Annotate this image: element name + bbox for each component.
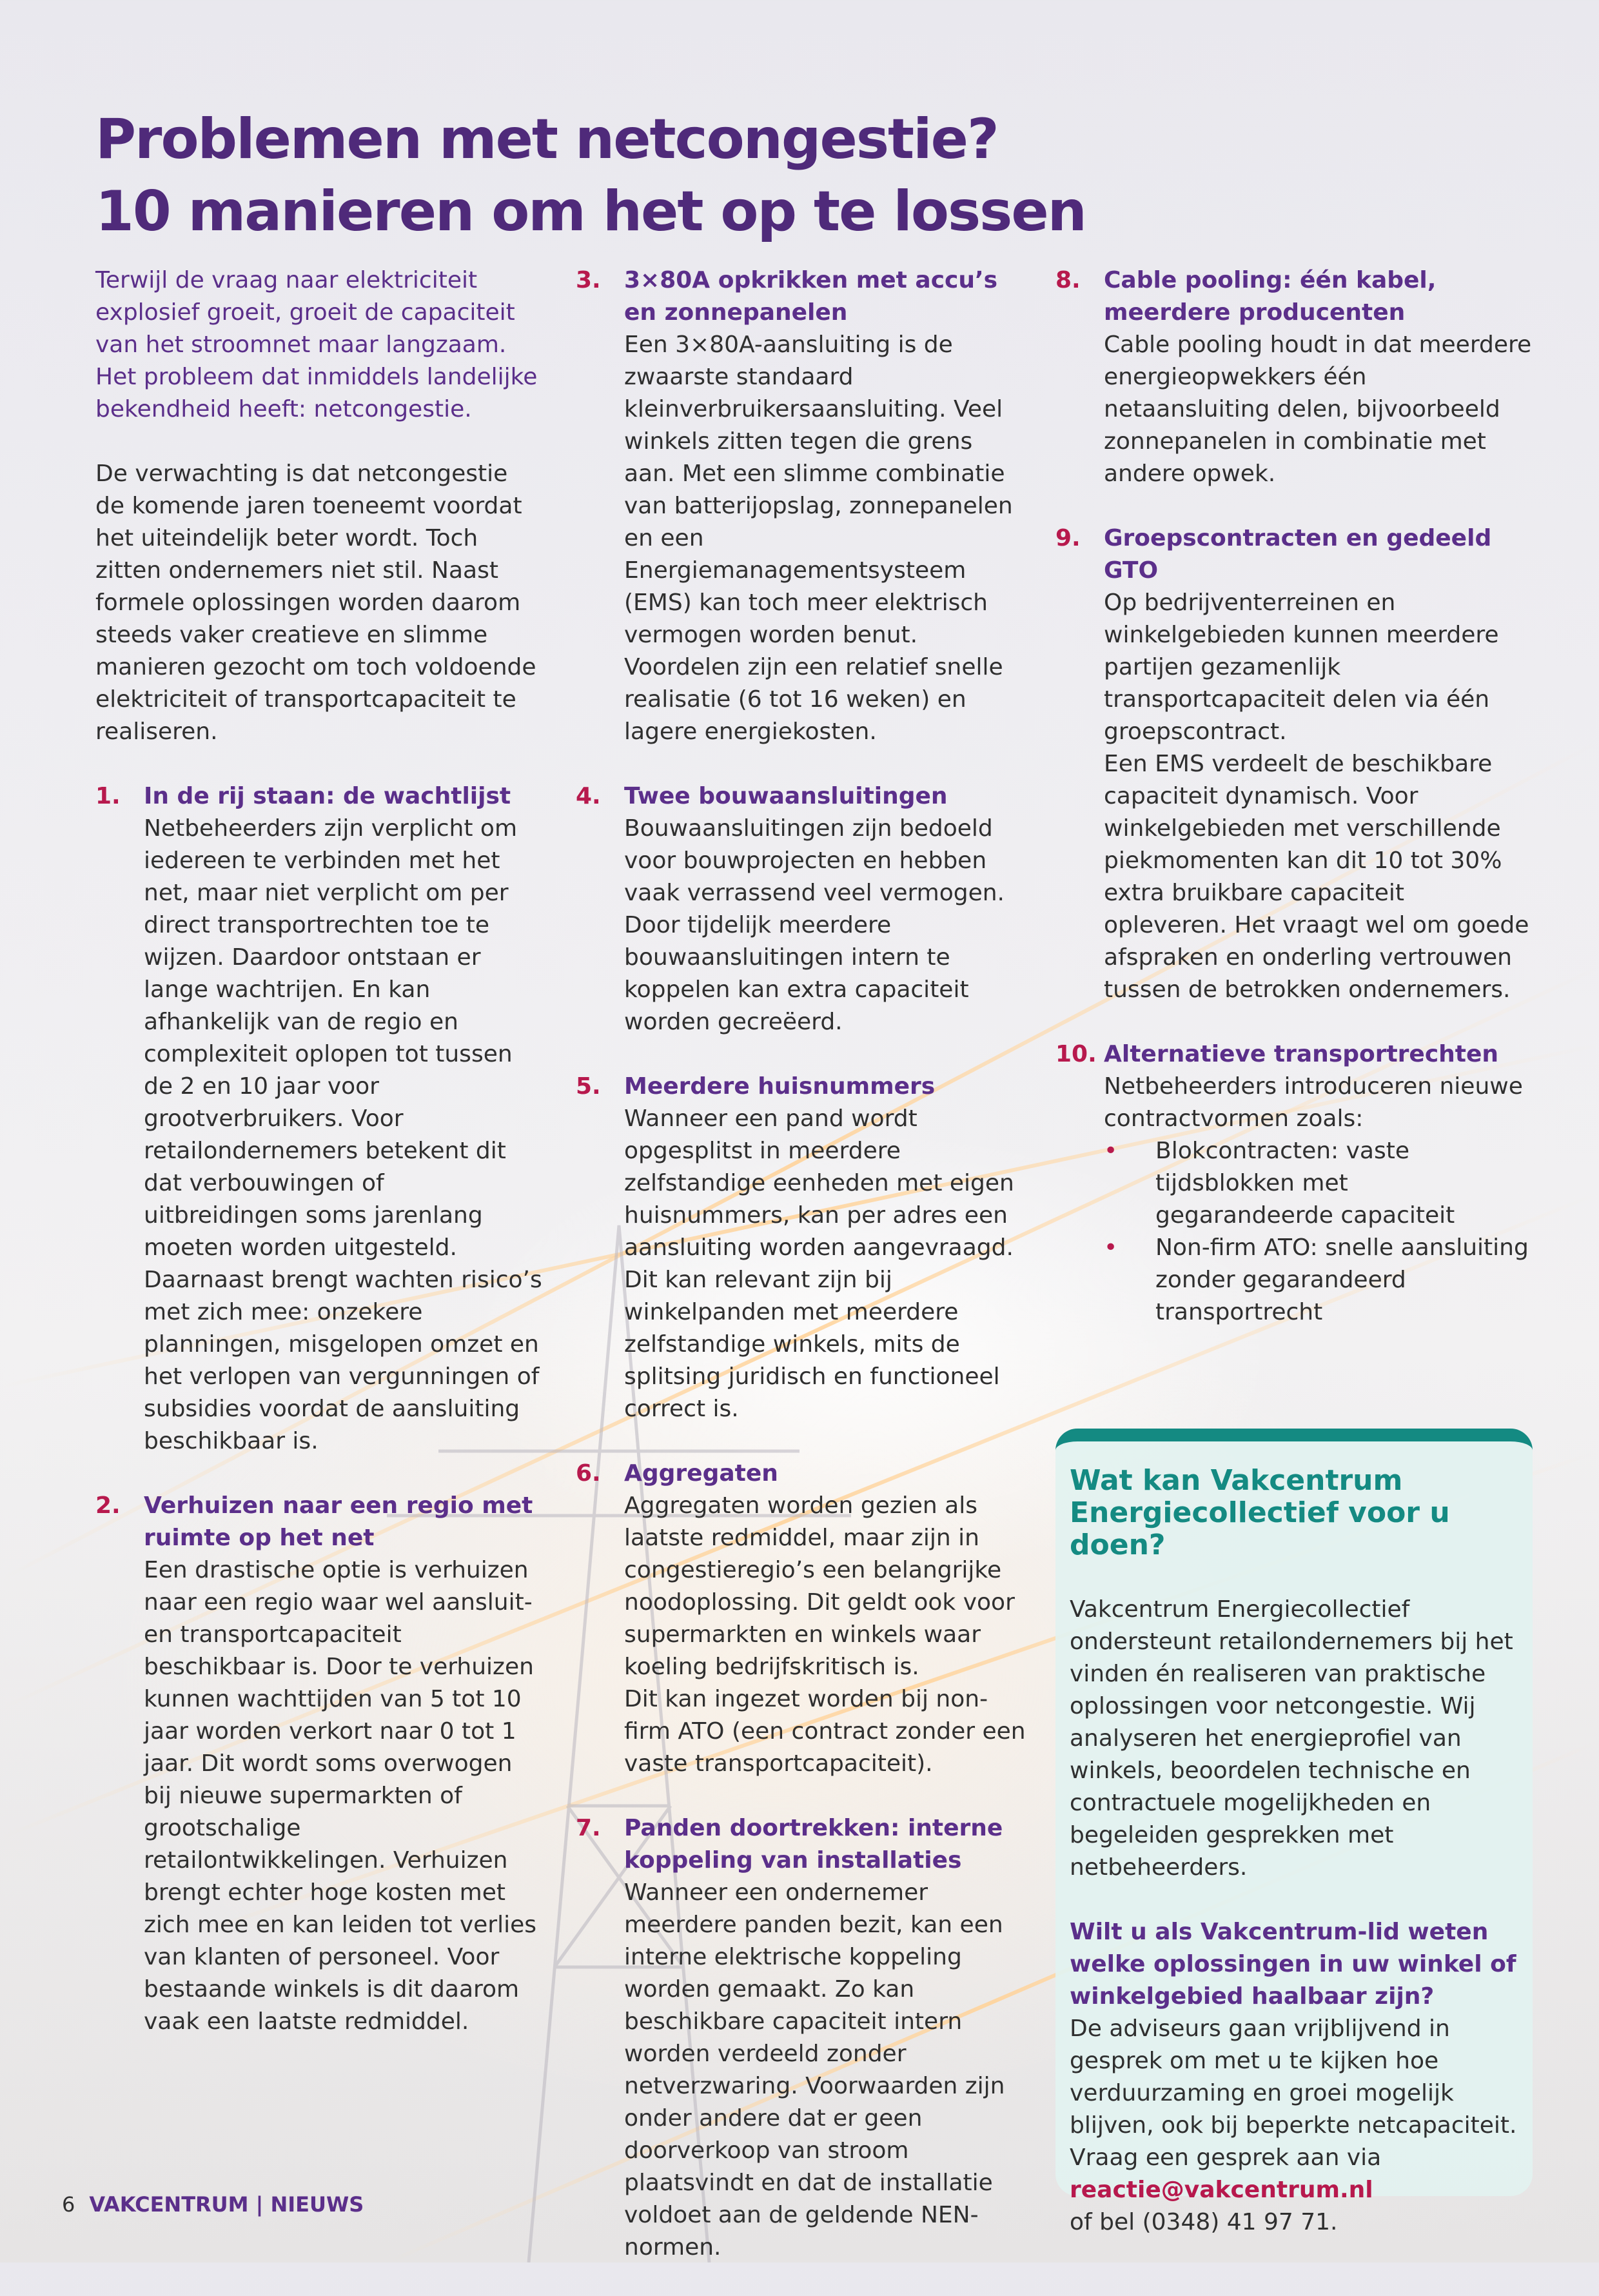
- item-heading: Alternatieve transportrechten: [1104, 1041, 1499, 1067]
- bullet-item: • Non-firm ATO: snelle aansluiting zonder gegarandeerd transportrecht: [1104, 1232, 1533, 1329]
- item-number: 10.: [1055, 1041, 1097, 1067]
- item-heading: Groepscontracten en gedeeld GTO: [1104, 525, 1492, 584]
- info-box-body: Vakcentrum Energiecollectief ondersteunt retailondernemers bij het vinden én realiseren van praktische oplossingen voor netcongestie. Wij analyseren het energieprofiel van winkels, beoordelen technische en contractuele mogelijkheden en begeleiden gesprekken met netbeheerders.: [1070, 1596, 1513, 1881]
- info-box-title: Wat kan Vakcentrum Energiecollectief voor u doen?: [1070, 1464, 1450, 1561]
- item-heading: Verhuizen naar een regio met ruimte op het net: [144, 1492, 533, 1551]
- item-body: Netbeheerders zijn verplicht om iedereen te verbinden met het net, maar niet verplicht om per direct transportrechten toe te wijzen. Daardoor ontstaan er lange wachtrijen. En kan afhankelijk van de regio en complexiteit oplopen tot tussen de 2 en 10 jaar voor grootverbruikers. Voor retailondernemers betekent dit dat verbouwingen of uitbreidingen soms jarenlang moeten worden uitgesteld. Daarnaast brengt wachten risico’s met zich mee: onzekere planningen, misgelopen omzet en het verlopen van vergunningen of subsidies voordat de aansluiting beschikbaar is.: [144, 815, 542, 1454]
- bullet-list: [1104, 1135, 1533, 1329]
- list-item: [576, 264, 1027, 748]
- publication-name: VAKCENTRUM | NIEUWS: [89, 2192, 364, 2217]
- page-footer: [62, 2192, 364, 2217]
- info-box: [1055, 1429, 1533, 2235]
- item-body: Een 3×80A-aansluiting is de zwaarste standaard kleinverbruikersaansluiting. Veel winkels zitten tegen die grens aan. Met een slimme combinatie van batterijopslag, zonnepanelen en een Energiemanagementsysteem (EMS) kan toch meer elektrisch vermogen worden benut. Voordelen zijn een relatief snelle realisatie (6 tot 16 weken) en lagere energiekosten.: [624, 332, 1013, 745]
- item-heading: 3×80A opkrikken met accu’s en zonnepanelen: [624, 267, 998, 326]
- page-title: [95, 103, 1256, 248]
- item-body: Bouwaansluitingen zijn bedoeld voor bouwprojecten en hebben vaak verrassend veel vermogen. Door tijdelijk meerdere bouwaansluitingen intern te koppelen kan extra capaciteit worden gecreëerd.: [624, 815, 1005, 1035]
- item-heading: Cable pooling: één kabel, meerdere producenten: [1104, 267, 1437, 326]
- item-heading: Panden doortrekken: interne koppeling van installaties: [624, 1815, 1003, 1874]
- list-item: [1055, 522, 1533, 1006]
- page-number: 6: [62, 2192, 75, 2217]
- item-body: Cable pooling houdt in dat meerdere energieopwekkers één netaansluiting delen, bijvoorbeeld zonnepanelen in combinatie met andere opwek.: [1104, 332, 1532, 487]
- item-body: Wanneer een pand wordt opgesplitst in meerdere zelfstandige eenheden met eigen huisnummers, kan per adres een aansluiting worden aangevraagd. Dit kan relevant zijn bij winkelpanden met meerdere zelfstandige winkels, mits de splitsing juridisch en functioneel correct is.: [624, 1105, 1014, 1422]
- list-item: [1055, 264, 1533, 490]
- item-number: 2.: [95, 1492, 121, 1519]
- item-heading: Aggregaten: [624, 1460, 778, 1487]
- item-heading: Twee bouwaansluitingen: [624, 783, 948, 809]
- item-number: 9.: [1055, 525, 1081, 551]
- item-number: 7.: [576, 1815, 601, 1841]
- list-item: [576, 1812, 1027, 2264]
- item-number: 5.: [576, 1073, 601, 1100]
- list-item: [95, 1490, 544, 2038]
- intro-lead: Terwijl de vraag naar elektriciteit explosief groeit, groeit de capaciteit van het stroomnet maar langzaam. Het probleem dat inmiddels landelijke bekendheid heeft: netcongestie.: [95, 267, 538, 422]
- email-link[interactable]: reactie@vakcentrum.nl: [1070, 2177, 1373, 2203]
- item-body-extra: Dit kan ingezet worden bij non-firm ATO (een contract zonder een vaste transportcapaciteit).: [624, 1686, 1026, 1777]
- info-box-cta: Vraag een gesprek aan via: [1070, 2144, 1382, 2171]
- title-line-2: 10 manieren om het op te lossen: [95, 179, 1086, 244]
- info-box-answer: De adviseurs gaan vrijblijvend in gesprek om met u te kijken hoe verduurzaming en groei mogelijk blijven, ook bij beperkte netcapaciteit.: [1070, 2015, 1517, 2139]
- item-body: Op bedrijventerreinen en winkelgebieden kunnen meerdere partijen gezamenlijk transportcapaciteit delen via één groepscontract.: [1104, 589, 1499, 745]
- intro-body: De verwachting is dat netcongestie de komende jaren toeneemt voordat het uiteindelijk beter wordt. Toch zitten ondernemers niet stil. Naast formele oplossingen worden daarom steeds vaker creatieve en slimme manieren gezocht om toch voldoende elektriciteit of transportcapaciteit te realiseren.: [95, 460, 536, 745]
- item-heading: In de rij staan: de wachtlijst: [144, 783, 511, 809]
- list-item: [576, 1458, 1027, 1780]
- item-heading: Meerdere huisnummers: [624, 1073, 936, 1100]
- list-item: [95, 780, 544, 1458]
- item-body: Een drastische optie is verhuizen naar een regio waar wel aansluit- en transportcapaciteit beschikbaar is. Door te verhuizen kunnen wachttijden van 5 tot 10 jaar worden verkort naar 0 tot 1 jaar. Dit wordt soms overwogen bij nieuwe supermarkten of grootschalige retailontwikkelingen. Verhuizen brengt echter hoge kosten met zich mee en kan leiden tot verlies van klanten of personeel. Voor bestaande winkels is dit daarom vaak een laatste redmiddel.: [144, 1557, 536, 2035]
- column-2: [576, 264, 1027, 2296]
- list-item: [1055, 1038, 1533, 1329]
- item-body: Wanneer een ondernemer meerdere panden bezit, kan een interne elektrische koppeling worden gemaakt. Zo kan beschikbare capaciteit intern worden verdeeld zonder netverzwaring. Voorwaarden zijn onder andere dat er geen doorverkoop van stroom plaatsvindt en dat de installatie voldoet aan de geldende NEN-normen.: [624, 1879, 1005, 2261]
- bullet-item: • Blokcontracten: vaste tijdsblokken met gegarandeerde capaciteit: [1104, 1135, 1533, 1232]
- item-number: 3.: [576, 267, 601, 293]
- title-line-1: Problemen met netcongestie?: [95, 107, 998, 172]
- item-number: 6.: [576, 1460, 601, 1487]
- list-item: [576, 780, 1027, 1038]
- item-number: 1.: [95, 783, 121, 809]
- phone-text: of bel (0348) 41 97 71.: [1070, 2209, 1338, 2235]
- column-3: [1055, 264, 1533, 1361]
- item-number: 8.: [1055, 267, 1081, 293]
- info-box-question: Wilt u als Vakcentrum-lid weten welke oplossingen in uw winkel of winkelgebied haalbaar zijn?: [1070, 1919, 1516, 2010]
- item-body-extra: Een EMS verdeelt de beschikbare capaciteit dynamisch. Voor winkelgebieden met verschillende piekmomenten kan dit 10 tot 30% extra bruikbare capaciteit opleveren. Het vraagt wel om goede afspraken en onderling vertrouwen tussen de betrokken ondernemers.: [1104, 751, 1529, 1003]
- item-body: Netbeheerders introduceren nieuwe contractvormen zoals:: [1104, 1073, 1523, 1132]
- item-body: Aggregaten worden gezien als laatste redmiddel, maar zijn in congestieregio’s een belangrijke noodoplossing. Dit geldt ook voor supermarkten en winkels waar koeling bedrijfskritisch is.: [624, 1492, 1015, 1680]
- list-item: [576, 1071, 1027, 1425]
- item-number: 4.: [576, 783, 601, 809]
- column-1: [95, 264, 544, 2070]
